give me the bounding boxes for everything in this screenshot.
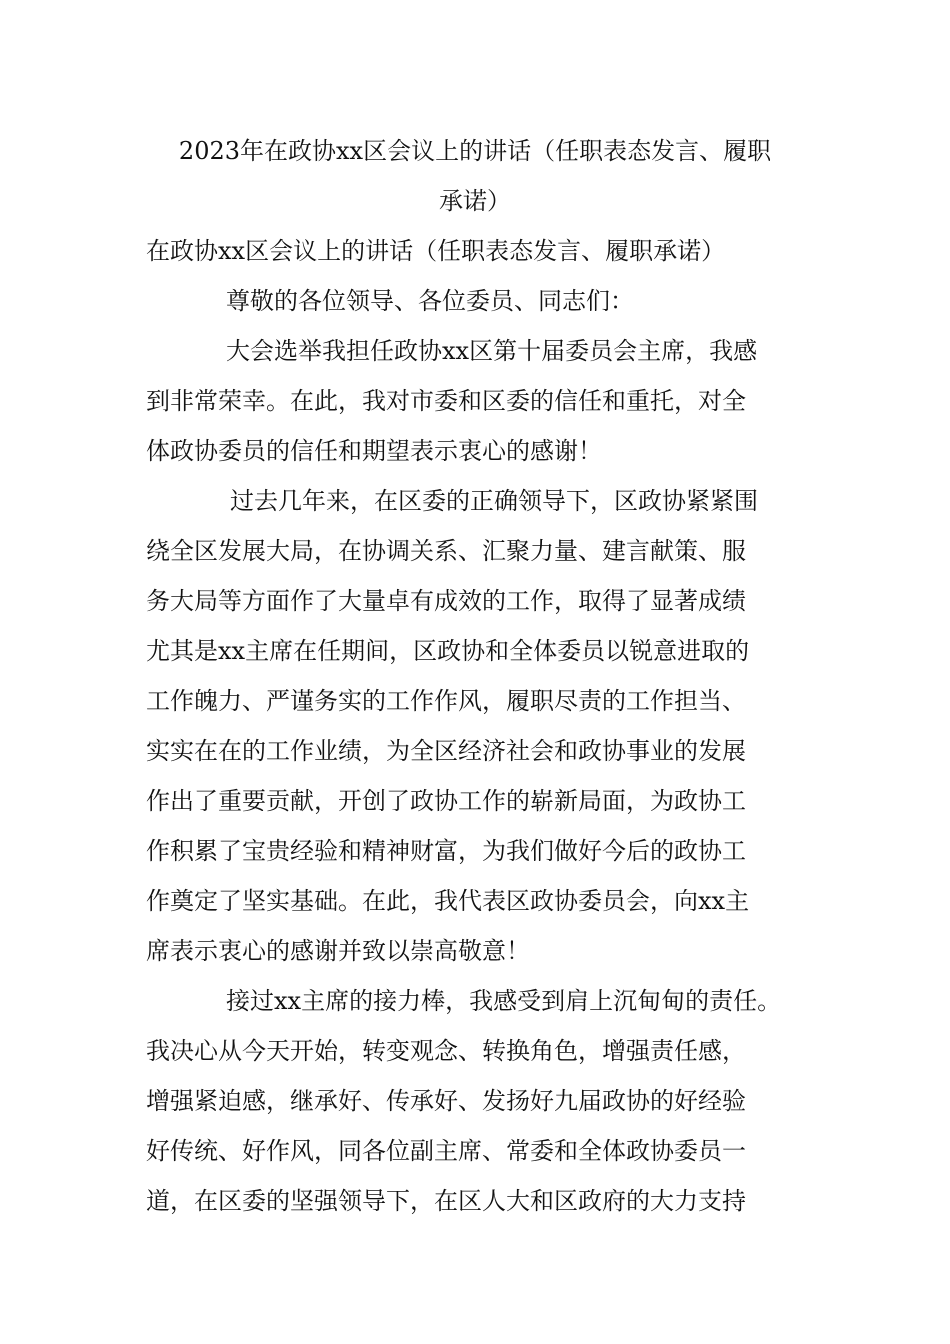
- body-line-2: 到非常荣幸。在此，我对市委和区委的信任和重托，对全: [146, 387, 746, 415]
- subtitle-line: 在政协xx区会议上的讲话（任职表态发言、履职承诺）: [146, 237, 726, 265]
- body-line-9: 实实在在的工作业绩，为全区经济社会和政协事业的发展: [146, 737, 746, 765]
- body-line-11: 作积累了宝贵经验和精神财富，为我们做好今后的政协工: [146, 837, 746, 865]
- body-line-3: 体政协委员的信任和期望表示衷心的感谢！: [146, 437, 602, 465]
- body-line-4: 过去几年来，在区委的正确领导下，区政协紧紧围: [230, 487, 758, 515]
- body-line-13: 席表示衷心的感谢并致以崇高敬意！: [146, 937, 530, 965]
- body-line-1: 大会选举我担任政协xx区第十届委员会主席，我感: [226, 337, 758, 365]
- salutation-line: 尊敬的各位领导、各位委员、同志们：: [226, 287, 634, 315]
- body-line-7: 尤其是xx主席在任期间，区政协和全体委员以锐意进取的: [146, 637, 750, 665]
- body-line-17: 好传统、好作风，同各位副主席、常委和全体政协委员一: [146, 1137, 746, 1165]
- body-line-5: 绕全区发展大局，在协调关系、汇聚力量、建言献策、服: [146, 537, 746, 565]
- body-line-8: 工作魄力、严谨务实的工作作风，履职尽责的工作担当、: [146, 687, 746, 715]
- body-line-16: 增强紧迫感，继承好、传承好、发扬好九届政协的好经验: [146, 1087, 746, 1115]
- body-line-6: 务大局等方面作了大量卓有成效的工作，取得了显著成绩: [146, 587, 746, 615]
- body-line-15: 我决心从今天开始，转变观念、转换角色，增强责任感，: [146, 1037, 746, 1065]
- body-line-18: 道，在区委的坚强领导下，在区人大和区政府的大力支持: [146, 1187, 746, 1215]
- body-line-14: 接过xx主席的接力棒，我感受到肩上沉甸甸的责任。: [226, 987, 782, 1015]
- body-line-10: 作出了重要贡献，开创了政协工作的崭新局面，为政协工: [146, 787, 746, 815]
- body-line-12: 作奠定了坚实基础。在此，我代表区政协委员会，向xx主: [146, 887, 750, 915]
- document-title-line-2: 承诺）: [439, 187, 511, 215]
- document-title-line-1: 2023年在政协xx区会议上的讲话（任职表态发言、履职: [178, 137, 772, 165]
